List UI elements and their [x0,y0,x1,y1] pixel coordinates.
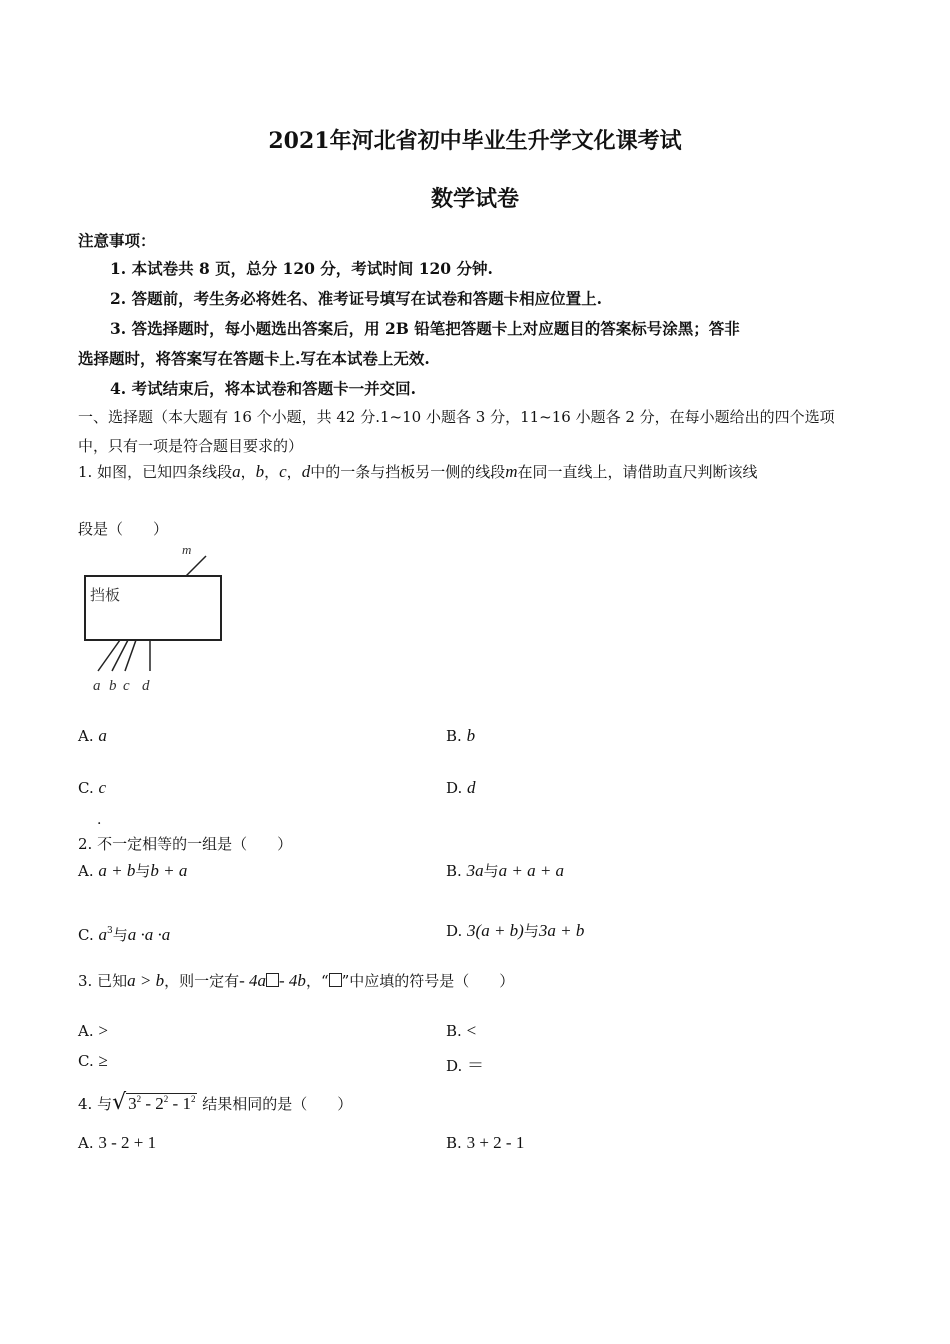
q3-option-b[interactable] [446,1021,476,1041]
term: 3 [128,1094,137,1113]
q1-var-a: a [232,462,241,481]
q1-option-c[interactable] [78,778,106,798]
notice-item-3-cont: 选择题时，将答案写在答题卡上.写在本试卷上无效. [78,349,430,368]
operator: - [141,1094,156,1113]
q2-option-b[interactable] [446,860,564,881]
option-value: ≥ [98,1051,108,1070]
expr-right: a ·a ·a [127,925,171,944]
option-value: c [98,778,107,797]
option-value: d [467,778,476,797]
label-a: a [93,678,101,694]
term: 1 [182,1094,191,1113]
connector: 与 [483,862,499,880]
q3-left-expr: - 4a [239,971,267,990]
segment-m [186,556,206,576]
q3-prefix: 3. 已知 [78,972,128,990]
option-label: D. [446,1057,463,1075]
notice-item-3: 3. 答选择题时，每小题选出答案后，用 2B 铅笔把答题卡上对应题目的答案标号涂黑；答非 [110,319,740,338]
section-header-cont: 中，只有一项是符合题目要求的） [78,437,304,455]
label-c: c [123,678,130,694]
expr-left: a + b [98,861,136,880]
option-label: B. [446,862,462,880]
option-label: C. [78,779,94,797]
term: 2 [155,1094,164,1113]
expr-base: a [98,925,107,944]
label-b: b [109,678,117,694]
q1-var-b: b [255,462,265,481]
expr-right: a + a + a [498,861,565,880]
q1-stem-cont: 段是（ ） [78,520,169,538]
expr-right: 3a + b [538,921,585,940]
q1-option-b[interactable] [446,726,475,746]
q3-mid: ，则一定有 [164,972,240,990]
q1-var-m: m [505,462,518,481]
option-value: b [466,726,476,745]
q2-option-c[interactable] [78,924,170,945]
segment-b [112,640,128,671]
q3-quote-open: ，“ [305,972,329,990]
option-value: ＝ [467,1056,485,1075]
exam-title: 2021年河北省初中毕业生升学文化课考试 [268,128,682,154]
q1-mid: 中的一条与挡板另一侧的线段 [310,463,506,481]
segment-c [125,640,136,671]
option-value: > [98,1021,108,1040]
q1-sep: ， [286,463,302,481]
option-label: A. [78,1134,94,1152]
option-label: B. [446,1022,462,1040]
q4-prefix: 4. 与 [78,1095,113,1113]
option-value: < [466,1021,477,1040]
option-label: A. [78,1022,94,1040]
option-label: A. [78,727,94,745]
q2-stem: 2. 不一定相等的一组是（ ） [78,835,293,853]
sqrt-icon: √ [112,1090,127,1115]
expr-exponent: 3 [107,926,113,936]
option-label: A. [78,862,94,880]
operator: - [168,1094,183,1113]
exponent: 2 [190,1094,196,1104]
option-label: B. [446,1134,462,1152]
blank-box [329,973,342,987]
q3-suffix: ”中应填的符号是（ ） [341,972,515,990]
segment-m-label: m [182,542,192,557]
expr-left: 3a [466,861,484,880]
baffle-figure [78,540,238,700]
notice-heading: 注意事项： [78,231,156,250]
q3-stem [78,970,514,991]
q2-option-d[interactable] [446,920,584,941]
blank-box [266,973,279,987]
section-header: 一、选择题（本大题有 16 个小题，共 42 分.1~10 小题各 3 分，11~16 小题各 2 分，在每小题给出的四个选项 [78,408,835,426]
option-value: a [98,726,107,745]
expr-left: 3(a + b) [467,921,524,940]
notice-item-2: 2. 答题前，考生务必将姓名、准考证号填写在试卷和答题卡相应位置上. [110,289,602,308]
q1-option-a[interactable] [78,726,107,746]
option-label: C. [78,1052,94,1070]
option-label: D. [446,779,463,797]
baffle-label: 挡板 [90,587,121,604]
option-label: D. [446,922,463,940]
q4-option-b[interactable] [446,1133,524,1153]
q4-suffix: 结果相同的是（ ） [202,1095,353,1113]
q1-sep: ， [264,463,280,481]
emphasis-dot: · [97,816,102,832]
q1-stem [78,461,758,482]
q1-option-d[interactable] [446,778,476,798]
q1-var-d: d [301,462,311,481]
label-d: d [142,678,150,694]
connector: 与 [112,926,128,944]
q4-stem [78,1084,352,1119]
q1-var-c: c [279,462,287,481]
q4-radicand [126,1093,197,1113]
option-label: C. [78,926,94,944]
option-value: 3 + 2 - 1 [466,1133,525,1152]
option-value: 3 - 2 + 1 [98,1133,157,1152]
q3-right-expr: - 4b [279,971,306,990]
q1-suffix: 在同一直线上，请借助直尺判断该线 [517,463,758,481]
q3-option-a[interactable] [78,1021,108,1041]
q1-sep: ， [240,463,256,481]
notice-item-4: 4. 考试结束后，将本试卷和答题卡一并交回. [110,379,416,398]
option-label: B. [446,727,462,745]
exponent: 2 [136,1094,142,1104]
q3-option-d[interactable] [446,1051,484,1076]
q4-option-a[interactable] [78,1133,156,1153]
exponent: 2 [163,1094,169,1104]
q3-option-c[interactable] [78,1051,108,1071]
exam-subtitle: 数学试卷 [430,186,519,212]
segment-a [98,640,120,671]
q2-option-a[interactable] [78,860,187,881]
q1-prefix: 1. 如图，已知四条线段 [78,463,233,481]
notice-item-1: 1. 本试卷共 8 页，总分 120 分，考试时间 120 分钟. [110,259,493,278]
baffle-board [85,576,221,640]
connector: 与 [523,922,539,940]
q3-condition: a > b [127,971,165,990]
expr-right: b + a [150,861,188,880]
connector: 与 [135,862,151,880]
